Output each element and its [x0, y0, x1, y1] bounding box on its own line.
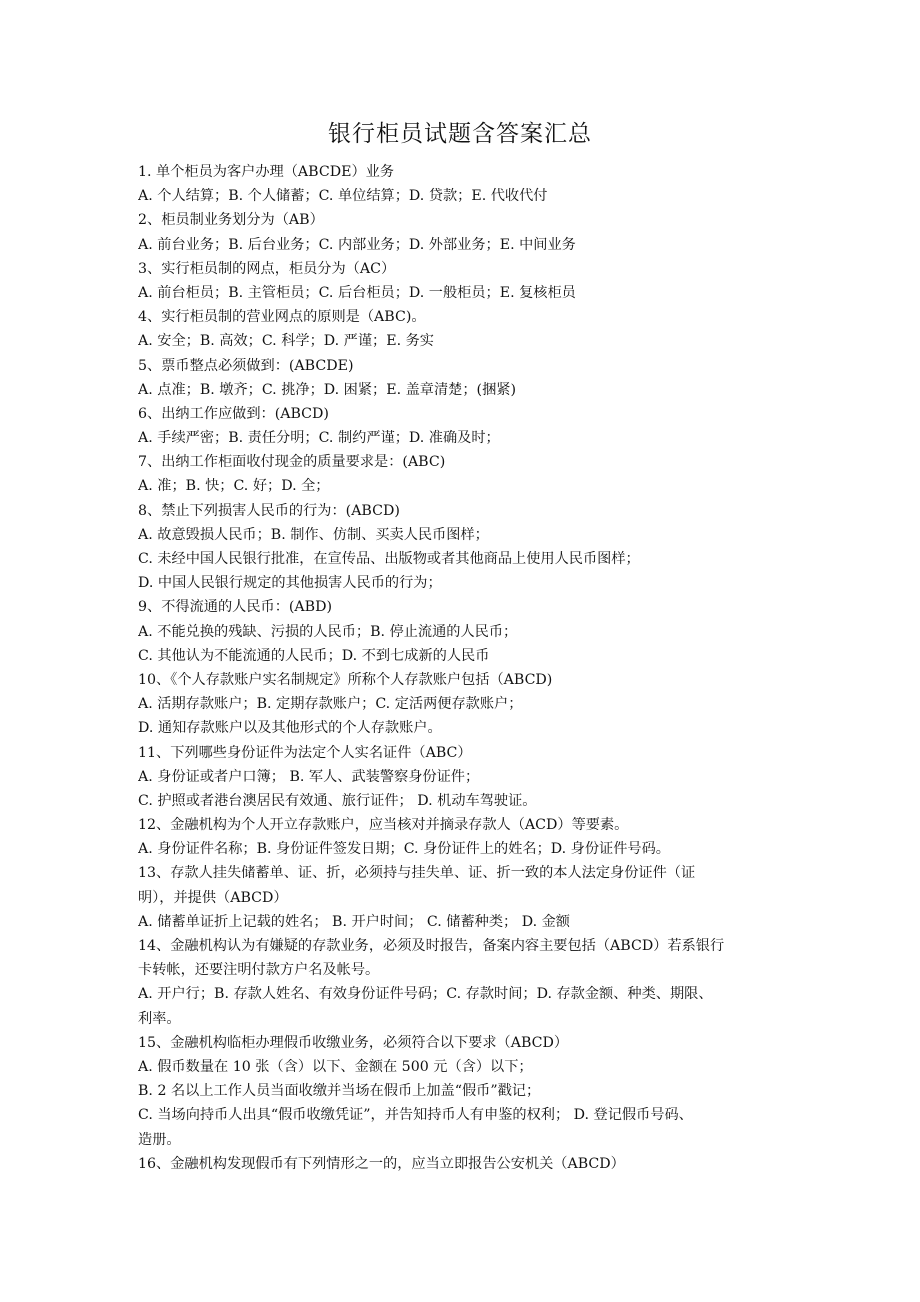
text-line: 5、票币整点必须做到：(ABCDE): [138, 357, 354, 374]
text-line: 12、金融机构为个人开立存款账户，应当核对并摘录存款人（ACD）等要素。: [138, 817, 629, 834]
text-line: 16、金融机构发现假币有下列情形之一的，应当立即报告公安机关（ABCD）: [138, 1155, 625, 1172]
text-line: D. 中国人民银行规定的其他损害人民币的行为；: [138, 575, 442, 592]
text-line: 8、禁止下列损害人民币的行为：(ABCD): [138, 502, 400, 519]
document-body: [138, 160, 788, 1176]
text-line: 1. 单个柜员为客户办理（ABCDE）业务: [138, 164, 395, 180]
text-line: 7、出纳工作柜面收付现金的质量要求是：(ABC): [138, 454, 446, 471]
text-line: 11、下列哪些身份证件为法定个人实名证件（ABC）: [138, 744, 472, 761]
text-line: 4、实行柜员制的营业网点的原则是（ABC)。: [138, 309, 426, 326]
text-line: C. 其他认为不能流通的人民币；D. 不到七成新的人民币: [138, 647, 490, 664]
text-line: C. 未经中国人民银行批准，在宣传品、出版物或者其他商品上使用人民币图样；: [138, 551, 640, 567]
text-line: D. 通知存款账户以及其他形式的个人存款账户。: [138, 720, 442, 737]
text-line: 2、柜员制业务划分为（AB）: [138, 212, 324, 229]
text-line: A. 身份证件名称；B. 身份证件签发日期；C. 身份证件上的姓名；D. 身份证件号码。: [138, 841, 670, 858]
text-line: A. 个人结算；B. 个人储蓄；C. 单位结算；D. 贷款；E. 代收代付: [138, 188, 548, 205]
text-line: A. 前台业务；B. 后台业务；C. 内部业务；D. 外部业务；E. 中间业务: [138, 236, 576, 253]
text-line: B. 2 名以上工作人员当面收缴并当场在假币上加盖“假币”戳记；: [138, 1083, 541, 1100]
text-line: A. 点准；B. 墩齐；C. 挑净；D. 困紧；E. 盖章清楚；(捆紧): [138, 381, 516, 398]
text-line: C. 当场向持币人出具“假币收缴凭证”，并告知持币人有申鉴的权利； D. 登记假币号码、: [138, 1107, 693, 1124]
text-line: 利率。: [138, 1010, 181, 1027]
text-line: 14、金融机构认为有嫌疑的存款业务，必须及时报告，备案内容主要包括（ABCD）若系银行: [138, 938, 725, 954]
text-line: A. 假币数量在 10 张（含）以下、金额在 500 元（含）以下；: [138, 1058, 533, 1075]
text-line: 10、《个人存款账户实名制规定》所称个人存款账户包括（ABCD): [138, 671, 553, 688]
text-line: 卡转帐，还要注明付款方户名及帐号。: [138, 962, 380, 979]
text-line: 15、金融机构临柜办理假币收缴业务，必须符合以下要求（ABCD）: [138, 1034, 569, 1051]
text-line: A. 开户行；B. 存款人姓名、有效身份证件号码；C. 存款时间；D. 存款金额、种类、期限、: [138, 986, 713, 1003]
document-title: 银行柜员试题含答案汇总: [328, 121, 592, 147]
text-line: A. 活期存款账户；B. 定期存款账户；C. 定活两便存款账户；: [138, 696, 523, 713]
text-line: A. 准；B. 快；C. 好；D. 全；: [138, 478, 330, 495]
text-line: C. 护照或者港台澳居民有效通、旅行证件； D. 机动车驾驶证。: [138, 792, 537, 809]
text-line: 13、存款人挂失储蓄单、证、折，必须持与挂失单、证、折一致的本人法定身份证件（证: [138, 865, 696, 882]
text-line: A. 身份证或者户口簿； B. 军人、武装警察身份证件；: [138, 768, 480, 785]
text-line: 造册。: [138, 1131, 181, 1148]
text-line: 明），并提供（ABCD）: [138, 889, 288, 906]
text-line: 9、不得流通的人民币：(ABD): [138, 599, 333, 616]
text-line: A. 储蓄单证折上记载的姓名； B. 开户时间； C. 储蓄种类； D. 金额: [138, 913, 570, 930]
text-line: 3、实行柜员制的网点，柜员分为（AC）: [138, 260, 396, 277]
text-line: 6、出纳工作应做到：(ABCD): [138, 405, 329, 422]
text-line: A. 手续严密；B. 责任分明；C. 制约严谨；D. 准确及时；: [138, 430, 500, 447]
text-line: A. 故意毁损人民币；B. 制作、仿制、买卖人民币图样；: [138, 526, 489, 543]
text-line: A. 安全；B. 高效；C. 科学；D. 严谨；E. 务实: [138, 333, 434, 350]
text-line: A. 不能兑换的残缺、污损的人民币；B. 停止流通的人民币；: [138, 623, 518, 640]
text-line: A. 前台柜员；B. 主管柜员；C. 后台柜员；D. 一般柜员；E. 复核柜员: [138, 284, 576, 301]
